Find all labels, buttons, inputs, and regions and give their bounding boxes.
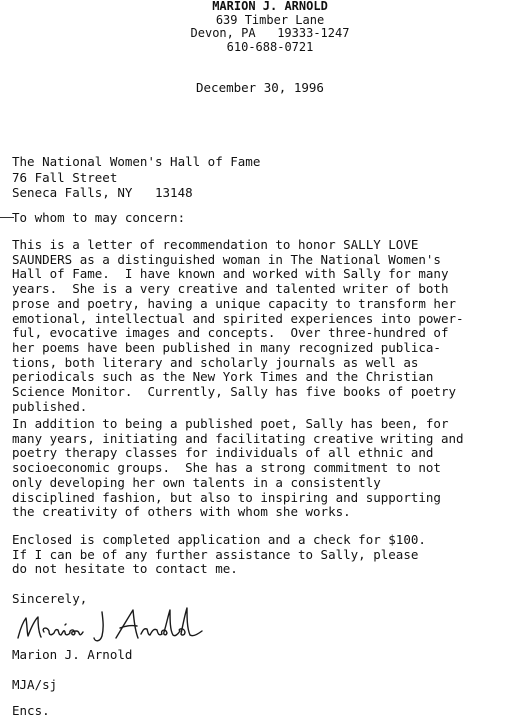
letterhead-street: 639 Timber Lane (215, 12, 325, 27)
paragraph-line: the creativity of others with whom she works. (12, 504, 351, 520)
handwritten-signature (14, 604, 244, 650)
paragraph-line: only developing her own talents in a consistently (12, 474, 381, 490)
paragraph-line: Hall of Fame. I have known and worked with Sally for many (12, 266, 449, 282)
letterhead (160, 0, 380, 54)
paragraph-line: If I can be of any further assistance to Sally, please (12, 546, 419, 562)
letterhead-name: MARION J. ARNOLD (212, 0, 328, 13)
paragraph-line: tions, both literary and scholarly journals as well as (12, 354, 419, 370)
paragraph-line: her poems have been published in many recognized publica- (12, 339, 441, 355)
body-paragraph-1 (12, 238, 464, 414)
letter-date: December 30, 1996 (196, 80, 324, 95)
paragraph-line: years. She is a very creative and talented writer of both (12, 281, 449, 297)
paragraph-line: Science Monitor. Currently, Sally has five books of poetry (12, 384, 457, 400)
paragraph-line: This is a letter of recommendation to honor SALLY LOVE (12, 237, 419, 252)
paragraph-line: SAUNDERS as a distinguished woman in The National Women's (12, 251, 441, 267)
paragraph-line: many years, initiating and facilitating creative writing and (12, 430, 464, 446)
reference-initials: MJA/sj (12, 677, 58, 692)
body-paragraph-2 (12, 417, 464, 520)
recipient-address (12, 154, 260, 201)
paragraph-line: periodicals such as the New York Times and the Christian (12, 369, 434, 385)
paragraph-line: Enclosed is completed application and a check for $100. (12, 532, 426, 547)
signer-name: Marion J. Arnold (12, 647, 133, 662)
recipient-line: 76 Fall Street (12, 169, 118, 185)
paragraph-line: In addition to being a published poet, Sally has been, for (12, 416, 449, 431)
paragraph-line: ful, evocative images and concepts. Over three-hundred of (12, 325, 449, 341)
recipient-line: The National Women's Hall of Fame (12, 154, 261, 169)
enclosure-notation: Encs. (12, 703, 50, 715)
closing: Sincerely, (12, 591, 88, 606)
letterhead-city-state-zip: Devon, PA 19333-1247 (190, 26, 350, 40)
paragraph-line: emotional, intellectual and spirited experiences into power- (12, 310, 464, 326)
paragraph-line: poetry therapy classes for individuals of all ethnic and (12, 445, 434, 461)
paragraph-line: socioeconomic groups. She has a strong commitment to not (12, 460, 441, 476)
paragraph-line: published. (12, 398, 88, 414)
salutation: To whom to may concern: (12, 210, 186, 225)
letterhead-phone: 610-688-0721 (226, 39, 314, 54)
paragraph-line: do not hesitate to contact me. (12, 561, 238, 577)
recipient-line: Seneca Falls, NY 13148 (12, 185, 193, 200)
paragraph-line: prose and poetry, having a unique capacity to transform her (12, 295, 457, 311)
paragraph-line: disciplined fashion, but also to inspiring and supporting (12, 489, 441, 505)
body-paragraph-3 (12, 533, 426, 577)
